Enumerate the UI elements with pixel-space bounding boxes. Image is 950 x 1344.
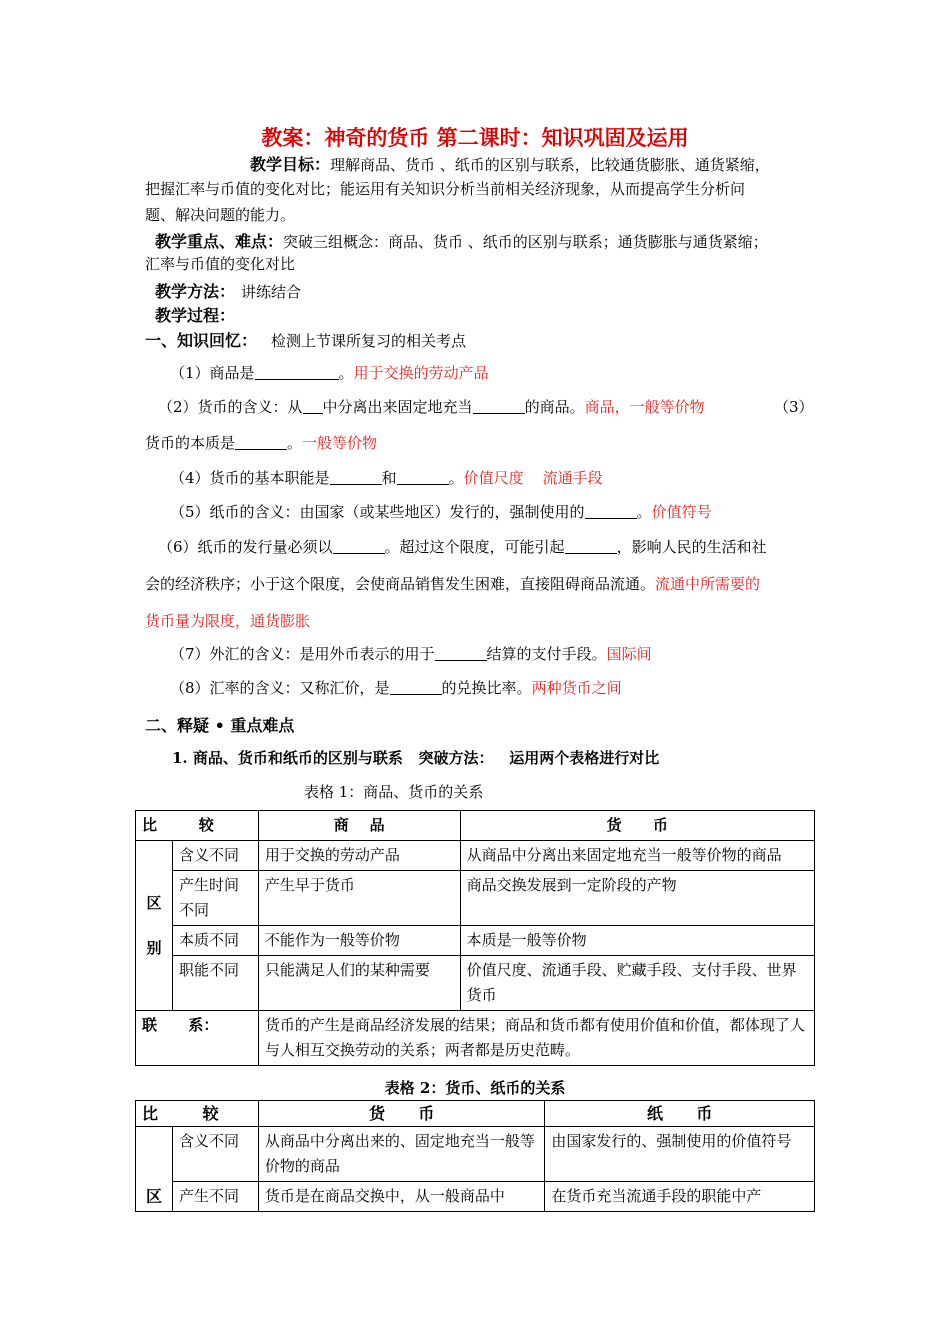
q5-answer: 价值符号 (651, 503, 712, 521)
answer-blank (235, 435, 287, 450)
table-cell: 本质不同 (172, 926, 258, 956)
table-money-paper (135, 1100, 815, 1212)
key-points-label: 教学重点、难点： (155, 232, 284, 251)
subsection-1-heading: 1. 商品、货币和纸币的区别与联系 突破方法： 运用两个表格进行对比 (172, 749, 660, 767)
table2-group-label: 区 (136, 1127, 173, 1212)
table-row (136, 841, 815, 871)
question-7 (170, 643, 652, 664)
method-text: 讲练结合 (241, 283, 302, 301)
table1-link-text: 货币的产生是商品经济发展的结果；商品和货币都有使用价值和价值，都体现了人与人相互交换劳动的关系；两者都是历史范畴。 (258, 1011, 814, 1066)
q5-text: （5）纸币的含义：由国家（或某些地区）发行的，强制使用的 (170, 503, 585, 521)
table2-caption: 表格 2：货币、纸币的关系 (384, 1079, 566, 1097)
table1-caption: 表格 1：商品、货币的关系 (304, 783, 484, 801)
q1-end: 。 (338, 364, 354, 382)
answer-blank (397, 470, 449, 485)
method-line (155, 279, 301, 302)
table1-header-commodity: 商 品 (258, 811, 460, 841)
q8-answer: 两种货币之间 (531, 679, 622, 697)
q7-text-2: 结算的支付手段。 (486, 645, 607, 663)
table-cell: 商品交换发展到一定阶段的产物 (460, 871, 814, 926)
question-5 (170, 501, 712, 522)
q6-answer-1: 流通中所需要的 (655, 575, 761, 593)
table2-header-paper: 纸 币 (545, 1101, 815, 1127)
q7-answer: 国际间 (606, 645, 652, 663)
answer-blank (303, 399, 323, 414)
table-row (136, 956, 815, 1011)
table1-link-row (136, 1011, 815, 1066)
table-cell: 从商品中分离出来固定地充当一般等价物的商品 (460, 841, 814, 871)
answer-blank (565, 539, 617, 554)
table1-group-label-2: 别 (146, 938, 162, 957)
table2-header-money: 货 币 (258, 1101, 545, 1127)
table-cell: 本质是一般等价物 (460, 926, 814, 956)
section1-desc: 检测上节课所复习的相关考点 (271, 332, 467, 350)
table-cell: 产生早于货币 (258, 871, 460, 926)
question-3 (145, 432, 377, 453)
q1-answer: 用于交换的劳动产品 (353, 364, 489, 382)
q3-number: （3） (774, 398, 814, 416)
objective-text-1: 理解商品、货币 、纸币的区别与联系，比较通货膨胀、通货紧缩， (330, 156, 770, 174)
table-row (136, 926, 815, 956)
q5-end: 。 (636, 503, 652, 521)
q8-text-2: 的兑换比率。 (441, 679, 532, 697)
answer-blank (255, 365, 339, 380)
question-2 (158, 396, 705, 417)
table-cell: 由国家发行的、强制使用的价值符号 (545, 1127, 815, 1182)
answer-blank (473, 399, 525, 414)
q2-text-3: 的商品。 (524, 398, 585, 416)
table-cell: 产生不同 (172, 1182, 258, 1212)
process-label: 教学过程： (155, 306, 236, 325)
q1-text: （1）商品是 (170, 364, 255, 382)
question-6-line-2 (145, 573, 760, 594)
q6-text-1: （6）纸币的发行量必须以 (158, 538, 333, 556)
table-cell: 在货币充当流通手段的职能中产 (545, 1182, 815, 1212)
table1-group-label-1: 区 (146, 893, 162, 912)
table2-header-row (136, 1101, 815, 1127)
answer-blank (390, 680, 442, 695)
answer-blank (435, 646, 487, 661)
table-cell: 从商品中分离出来的、固定地充当一般等价物的商品 (258, 1127, 545, 1182)
table-cell: 职能不同 (172, 956, 258, 1011)
table-commodity-money (135, 810, 815, 1066)
table1-header-compare: 比 较 (136, 811, 259, 841)
section1-heading: 一、知识回忆： (145, 331, 258, 350)
q2-text-1: （2）货币的含义：从 (158, 398, 303, 416)
q6-text-3: ，影响人民的生活和社 (616, 538, 767, 556)
q2-text-2: 中分离出来固定地充当 (322, 398, 473, 416)
q4-text-2: 和 (381, 469, 397, 487)
question-8 (170, 677, 622, 698)
key-points-line-2: 汇率与币值的变化对比 (145, 255, 296, 273)
table1-header-money: 货 币 (460, 811, 814, 841)
objective-label: 教学目标： (250, 155, 331, 174)
table-cell: 只能满足人们的某种需要 (258, 956, 460, 1011)
answer-blank (333, 539, 385, 554)
table-row (136, 1182, 815, 1212)
q6-answer-2: 货币量为限度，通货膨胀 (145, 612, 311, 630)
answer-blank (585, 504, 637, 519)
method-label: 教学方法： (155, 282, 236, 301)
q8-text-1: （8）汇率的含义：又称汇价，是 (170, 679, 390, 697)
table2-header-compare: 比 较 (136, 1101, 259, 1127)
q7-text-1: （7）外汇的含义：是用外币表示的用于 (170, 645, 435, 663)
key-points-text-1: 突破三组概念：商品、货币 、纸币的区别与联系；通货膨胀与通货紧缩； (283, 233, 768, 251)
table-cell: 不能作为一般等价物 (258, 926, 460, 956)
table1-group-label (136, 841, 173, 1011)
q3-answer: 一般等价物 (302, 434, 378, 452)
objective-line-2: 把握汇率与币值的变化对比；能运用有关知识分析当前相关经济现象，从而提高学生分析问 (145, 180, 746, 198)
section1-line (145, 328, 466, 351)
question-6-line-1 (158, 536, 767, 557)
question-1 (170, 362, 489, 383)
q3-end: 。 (287, 434, 303, 452)
table-cell: 价值尺度、流通手段、贮藏手段、支付手段、世界货币 (460, 956, 814, 1011)
table-cell: 用于交换的劳动产品 (258, 841, 460, 871)
q6-text-4: 会的经济秩序；小于这个限度，会使商品销售发生困难，直接阻碍商品流通。 (145, 575, 656, 593)
q4-answer: 价值尺度 流通手段 (463, 469, 603, 487)
table1-header-row (136, 811, 815, 841)
answer-blank (330, 470, 382, 485)
key-points-line-1 (155, 229, 768, 252)
section2-heading: 二、释疑 • 重点难点 (145, 716, 295, 735)
table-cell: 含义不同 (172, 1127, 258, 1182)
table-row (136, 1127, 815, 1182)
objective-line-3: 题、解决问题的能力。 (145, 206, 296, 224)
table-cell: 产生时间不同 (172, 871, 258, 926)
question-4 (170, 467, 603, 488)
table-row (136, 871, 815, 926)
table-cell: 货币是在商品交换中，从一般商品中 (258, 1182, 545, 1212)
table-cell: 含义不同 (172, 841, 258, 871)
q4-text-1: （4）货币的基本职能是 (170, 469, 330, 487)
page-title: 教案：神奇的货币 第二课时：知识巩固及运用 (261, 125, 689, 150)
q6-text-2: 。超过这个限度，可能引起 (384, 538, 565, 556)
q3-text: 货币的本质是 (145, 434, 236, 452)
q4-end: 。 (448, 469, 464, 487)
q2-answer: 商品，一般等价物 (584, 398, 705, 416)
table1-link-label: 联 系： (136, 1011, 259, 1066)
objective-line-1 (250, 152, 770, 175)
